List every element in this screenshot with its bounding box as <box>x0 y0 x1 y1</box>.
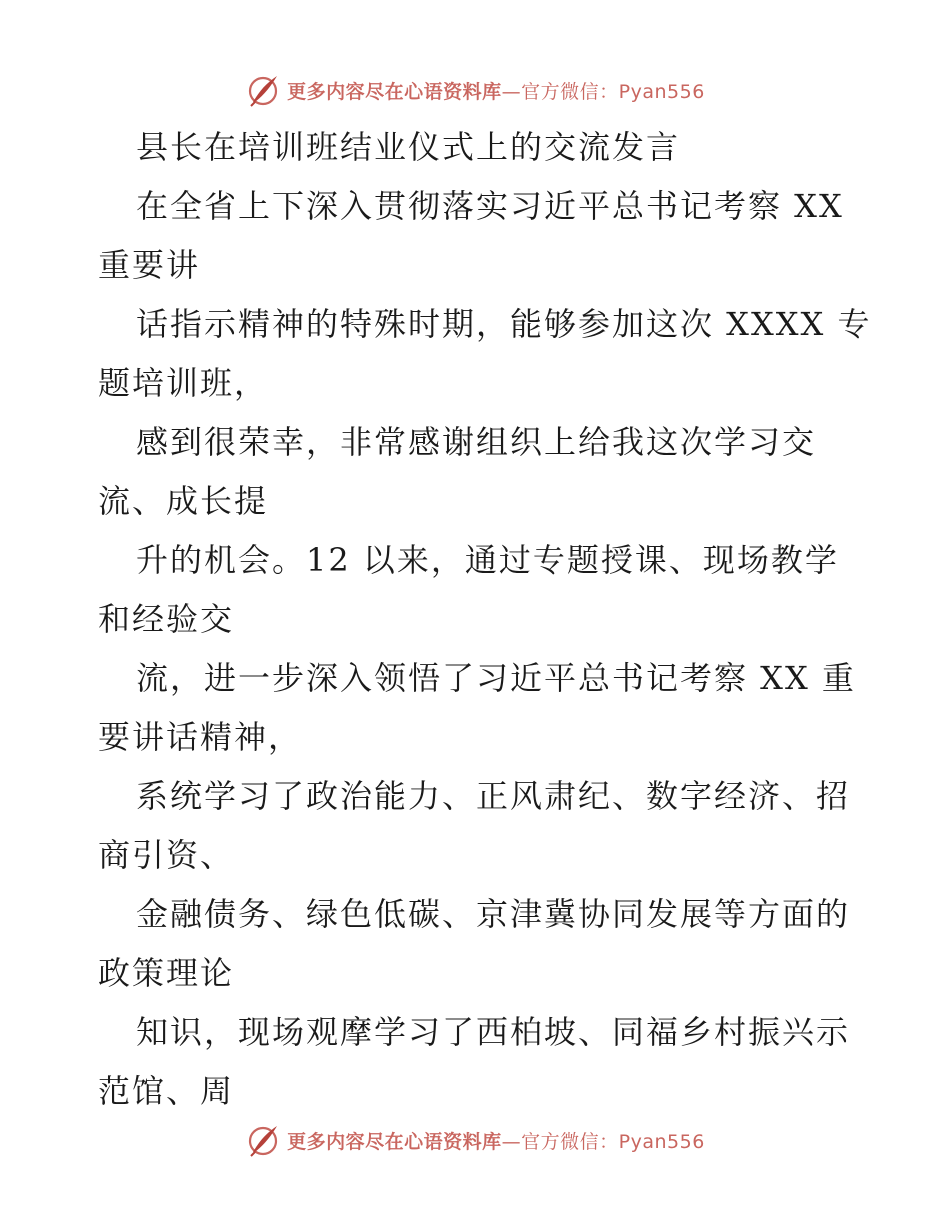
text-line: 金融债务、绿色低碳、京津冀协同发展等方面的 <box>136 895 851 933</box>
footer-site-text: 更多内容尽在心语资料库 <box>287 1130 502 1153</box>
quill-logo-icon <box>245 1122 281 1158</box>
text-line: 感到很荣幸，非常感谢组织上给我这次学习交 <box>136 423 817 461</box>
footer-banner-text <box>287 1127 705 1154</box>
text-line: 题培训班， <box>98 364 269 402</box>
header-site-text: 更多内容尽在心语资料库 <box>287 80 502 103</box>
text-line: 话指示精神的特殊时期，能够参加这次 XXXX 专 <box>136 305 872 343</box>
text-line: 系统学习了政治能力、正风肃纪、数字经济、招 <box>136 777 851 815</box>
text-line: 重要讲 <box>98 246 201 284</box>
text-line: 政策理论 <box>98 954 235 992</box>
text-line: 范馆、周 <box>98 1072 235 1110</box>
text-line: 在全省上下深入贯彻落实习近平总书记考察 XX <box>136 187 844 225</box>
footer-contact-text: 官方微信：Pyan556 <box>521 1130 705 1153</box>
header-banner-text <box>287 77 705 104</box>
text-line: 知识，现场观摩学习了西柏坡、同福乡村振兴示 <box>136 1013 851 1051</box>
header-contact-text: 官方微信：Pyan556 <box>521 80 705 103</box>
document-title: 县长在培训班结业仪式上的交流发言 <box>136 128 681 166</box>
quill-logo-icon <box>245 72 281 108</box>
text-line: 商引资、 <box>98 836 235 874</box>
header-separator: — <box>501 80 522 103</box>
text-line: 流、成长提 <box>98 482 269 520</box>
footer-separator: — <box>501 1130 522 1153</box>
document-body <box>98 118 872 1121</box>
text-line: 升的机会。12 以来，通过专题授课、现场教学 <box>136 541 839 579</box>
text-line: 和经验交 <box>98 600 235 638</box>
text-line: 要讲话精神， <box>98 718 303 756</box>
footer-banner <box>0 1120 950 1160</box>
header-banner <box>0 70 950 110</box>
text-line: 流，进一步深入领悟了习近平总书记考察 XX 重 <box>136 659 856 697</box>
